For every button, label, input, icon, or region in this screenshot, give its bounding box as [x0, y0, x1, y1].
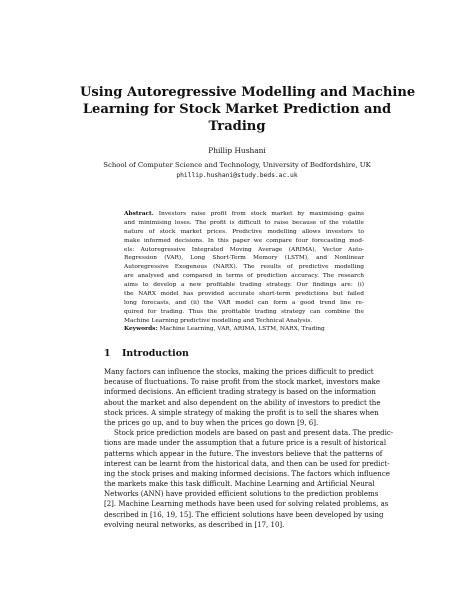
paper-title	[80, 84, 416, 135]
abstract-line: nature of stock market prices. Predictive modelling allows investors to	[124, 228, 364, 235]
keywords	[124, 325, 364, 334]
body-line: Many factors can influence the stocks, making the prices difficult to predict	[104, 368, 374, 376]
body-line: described in [16, 19, 15]. The efficient solutions have been developed by using	[104, 510, 384, 519]
abstract-line: els: Autoregressive Integrated Moving Average (ARIMA), Vector Auto-	[124, 246, 364, 253]
body-line: patterns which appear in the future. The investors believe that the patterns of	[104, 449, 383, 458]
abstract-line: make informed decisions. In this paper we compare four forecasting mod-	[124, 237, 364, 244]
body-line: evolving neural networks, as described in [17, 10].	[104, 520, 285, 529]
abstract-label: Abstract.	[124, 211, 154, 217]
abstract-line: long forecasts, and (ii) the VAR model can form a good trend line re-	[124, 299, 364, 306]
keywords-label: Keywords:	[124, 326, 158, 332]
abstract-line	[124, 210, 364, 219]
abstract-line: and minimising loses. The profit is difficult to raise because of the volatile	[124, 219, 364, 226]
abstract	[124, 210, 364, 325]
title-line: Learning for Stock Market Prediction and	[82, 102, 392, 117]
body-line: because of fluctuations. To raise profit from the stock market, investors make	[104, 378, 380, 387]
affiliation: School of Computer Science and Technology, University of Bedfordshire, UK	[103, 161, 371, 169]
keywords-text: Machine Learning, VAR, ARIMA, LSTM, NARX, Trading	[159, 326, 325, 332]
section-title: Introduction	[122, 348, 189, 359]
abstract-line: quired for trading. Thus the profitable trading strategy can combine the	[124, 308, 364, 315]
body-line: stock prices. A simple strategy of making the profit is to sell the shares when	[104, 408, 379, 417]
title-line: Trading	[208, 119, 266, 134]
body-line: Networks (ANN) have provided efficient solutions to the prediction problems	[104, 490, 379, 499]
body-line: ing the stock prises and making informed decisions. The factors which influence	[104, 469, 390, 478]
section-heading	[104, 348, 189, 359]
abstract-line: are analysed and compared in terms of prediction accuracy. The research	[124, 273, 364, 280]
body-line: [2]. Machine Learning methods have been used for solving related problems, as	[104, 500, 389, 509]
author-email: phillip.hushani@study.beds.ac.uk	[176, 171, 298, 179]
abstract-line: the NARX model has provided accurate short-term predictions but failed	[124, 290, 364, 297]
abstract-text: Investors raise profit from stock market by maximising gains	[158, 211, 364, 217]
body-line: informed decisions. An efficient trading strategy is based on the information	[104, 388, 376, 397]
abstract-line: aims to develop a new profitable trading strategy. Our findings are: (i)	[124, 282, 364, 288]
body-line: the prices go up, and to buy when the prices go down [9, 6].	[104, 418, 319, 427]
body-text	[104, 367, 394, 530]
title-line: Using Autoregressive Modelling and Machine	[80, 85, 416, 100]
body-line: Stock price prediction models are based on past and present data. The predic-	[114, 429, 394, 438]
body-line: interest can be learnt from the historical data, and then can be used for predict-	[104, 459, 390, 468]
abstract-line: Machine Learning predictive modelling and Technical Analysis.	[124, 317, 313, 324]
affiliation-block	[70, 161, 404, 180]
abstract-line: Autoregressive Exogenous (NARX). The results of predictive modelling	[124, 264, 364, 271]
body-line: about the market and also dependent on the ability of investors to predict the	[104, 398, 381, 407]
abstract-line: Regression (VAR), Long Short-Term Memory (LSTM), and Nonlinear	[124, 255, 364, 262]
author-name: Phillip Hushani	[208, 146, 266, 155]
body-line: the markets make this task difficult. Machine Learning and Artificial Neural	[104, 480, 375, 489]
body-line: tions are made under the assumption that a future price is a result of historical	[104, 439, 387, 448]
section-number: 1	[104, 348, 111, 359]
